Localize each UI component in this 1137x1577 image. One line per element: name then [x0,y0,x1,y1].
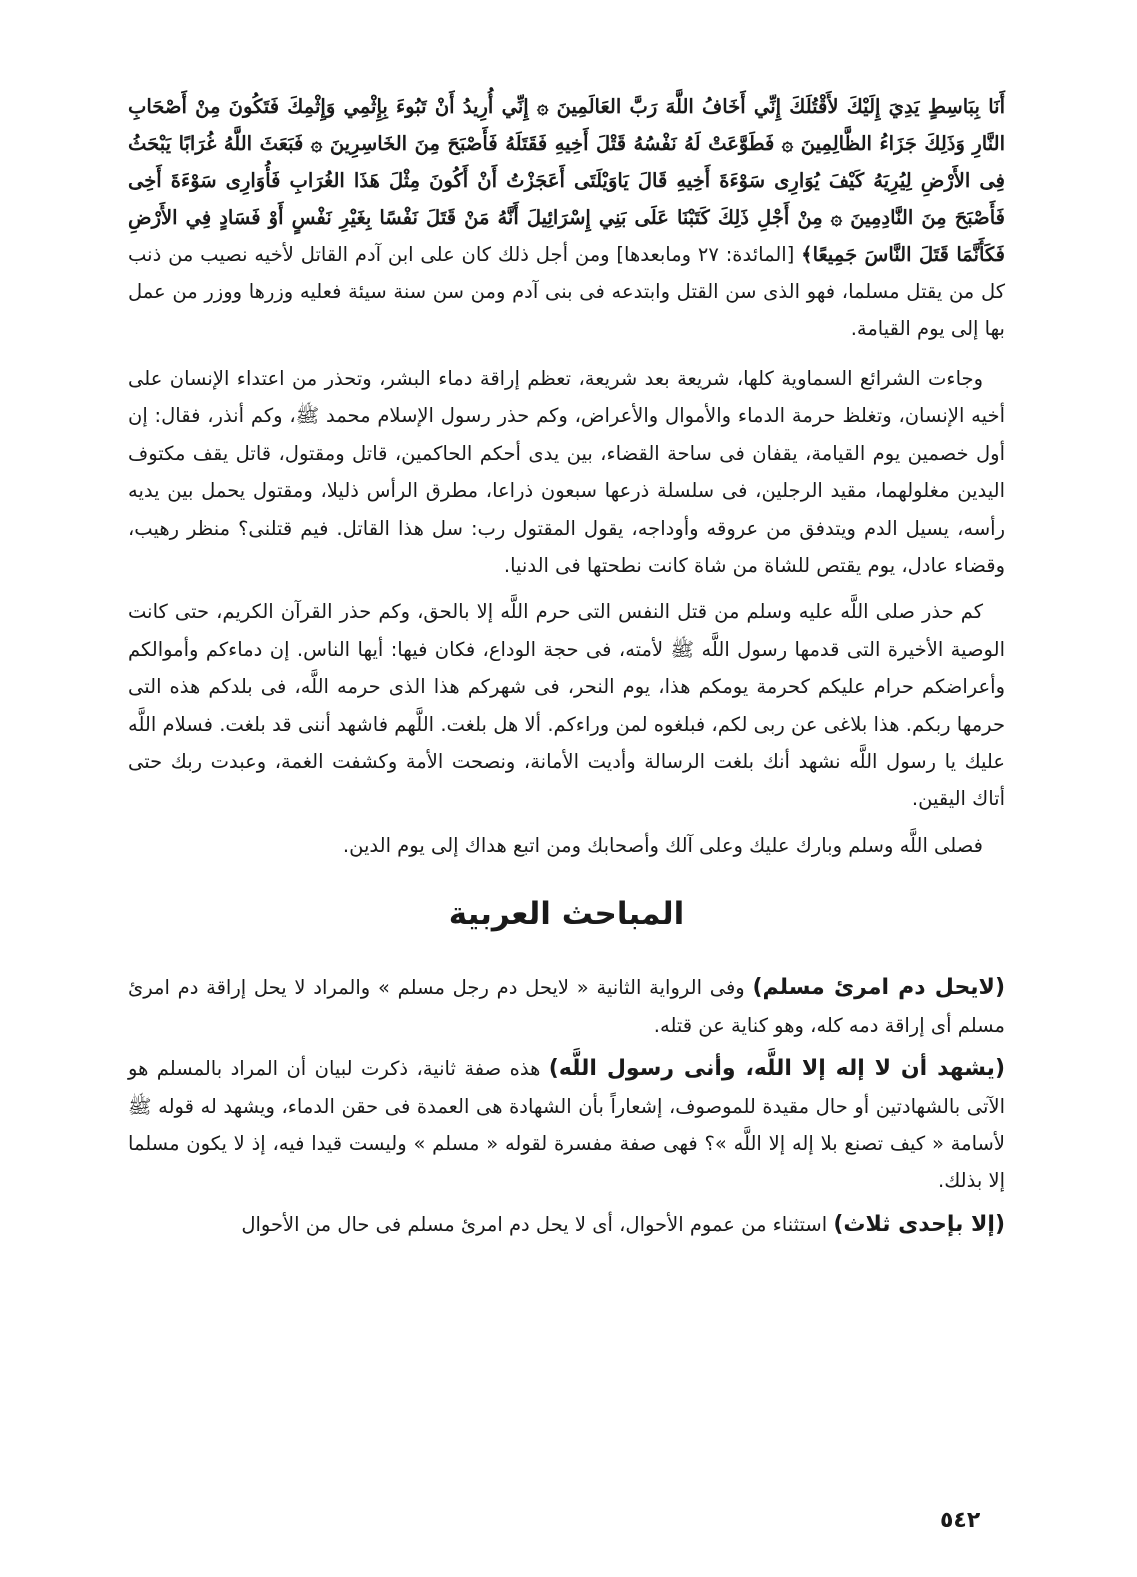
paragraph: فصلى اللَّه وسلم وبارك عليك وعلى آلك وأصحابك ومن اتبع هداك إلى يوم الدين. [342,833,983,857]
section-heading: المباحث العربية [448,896,685,933]
intro-continuation: ومن أجل ذلك كان على ابن آدم القاتل لأخيه نصيب من ذنب كل من يقتل مسلما، فهو الذى سن القتل وابتدعه فى بنى آدم ومن سن سنة سيئة فعليه وزرها ووزر من عمل بها إلى يوم القيامة. [128,243,1005,340]
glossary-term: (إلا بإحدى ثلاث) [833,1211,1005,1237]
glossary-entry [128,1206,1005,1243]
page-number: ٥٤٢ [940,1508,981,1533]
paragraph: كم حذر صلى اللَّه عليه وسلم من قتل النفس التى حرم اللَّه إلا بالحق، وكم حذر القرآن الكريم، حتى كانت الوصية الأخيرة التى قدمها رسول اللَّه ﷺ لأمته، فى حجة الوداع، فكان فيها: أيها الناس. إن دماءكم وأموالكم وأعراضكم حرام عليكم كحرمة يومكم هذا، يوم النحر، فى شهركم هذا الذى حرمه اللَّه، فى بلدكم هذه التى حرمها ربكم. هذا بلاغى عن ربى لكم، فبلغوه لمن وراءكم. ألا هل بلغت. اللَّهم فاشهد أننى قد بلغت. فسلام اللَّه عليك يا رسول اللَّه نشهد أنك بلغت الرسالة وأديت الأمانة، ونصحت الأمة وكشفت الغمة، وعبدت ربك حتى أتاك اليقين. [128,600,1005,811]
glossary-entry [128,1050,1005,1200]
intro-block [128,88,1005,347]
glossary-text: وفى الرواية الثانية « لايحل دم رجل مسلم » والمراد لا يحل إراقة دم امرئ مسلم أى إراقة دمه كله، وهو كناية عن قتله. [128,976,1005,1037]
glossary-term: (يشهد أن لا إله إلا اللَّه، وأنى رسول اللَّه) [548,1056,1006,1082]
glossary-text: هذه صفة ثانية، ذكرت لبيان أن المراد بالمسلم هو الآتى بالشهادتين أو حال مقيدة للموصوف، إشعاراً بأن الشهادة هى العمدة فى حقن الدماء، ويشهد له قوله ﷺ لأسامة « كيف تصنع بلا إله إلا اللَّه »؟ فهى صفة مفسرة لقوله « مسلم » وليست قيدا فيه، إذ لا يكون مسلما إلا بذلك. [128,1057,1005,1193]
verse-citation: [المائدة: ٢٧ ومابعدها] [616,243,795,266]
glossary-text: استثناء من عموم الأحوال، أى لا يحل دم امرئ مسلم فى حال من الأحوال [241,1212,828,1236]
page-body [128,88,1005,1249]
glossary-term: (لايحل دم امرئ مسلم) [752,975,1005,1001]
quran-verse: أَنَا بِبَاسِطٍ يَدِيَ إِلَيْكَ لأَقْتُلَكَ إِنِّي أَخَافُ اللَّهَ رَبَّ العَالَمِينَ ۞ إِنِّي أُرِيدُ أَنْ تَبُوءَ بِإِثْمِي وَإِثْمِكَ فَتَكُونَ مِنْ أَصْحَابِ النَّارِ وَذَلِكَ جَزَاءُ الظَّالِمِينَ ۞ فَطَوَّعَتْ لَهُ نَفْسُهُ قَتْلَ أَخِيهِ فَقَتَلَهُ فَأَصْبَحَ مِنَ الخَاسِرِينَ ۞ فَبَعَثَ اللَّهُ غُرَابًا يَبْحَثُ فِى الأَرْضِ لِيُرِيَهُ كَيْفَ يُوَارِى سَوْءَةَ أَخِيهِ قَالَ يَاوَيْلَتَى أَعَجَزْتُ أَنْ أَكُونَ مِثْلَ هَذَا الغُرَابِ فَأُوَارِى سَوْءَةَ أَخِى فَأَصْبَحَ مِنَ النَّادِمِينَ ۞ مِنْ أَجْلِ ذَلِكَ كَتَبْنَا عَلَى بَنِي إِسْرَائِيلَ أَنَّهُ مَنْ قَتَلَ نَفْسًا بِغَيْرِ نَفْسٍ أَوْ فَسَادٍ فِي الأَرْضِ فَكَأَنَّمَا قَتَلَ النَّاسَ جَمِيعًا﴾ [128,95,1006,266]
glossary-entry [128,969,1005,1044]
paragraph: وجاءت الشرائع السماوية كلها، شريعة بعد شريعة، تعظم إراقة دماء البشر، وتحذر من اعتداء الإنسان على أخيه الإنسان، وتغلظ حرمة الدماء والأموال والأعراض، وكم حذر رسول الإسلام محمد ﷺ، وكم أنذر، فقال: إن أول خصمين يوم القيامة، يقفان فى ساحة القضاء، بين يدى أحكم الحاكمين، قاتل ومقتول، قاتل يقف مكتوف اليدين مغلولهما، مقيد الرجلين، فى سلسلة ذرعها سبعون ذراعا، مطرق الرأس ذليلا، ومقتول يحمل بين يديه رأسه، يسيل الدم ويتدفق من عروقه وأوداجه، يقول المقتول رب: سل هذا القاتل. فيم قتلنى؟ منظر رهيب، وقضاء عادل، يوم يقتص للشاة من شاة كانت نطحتها فى الدنيا. [128,367,1005,578]
